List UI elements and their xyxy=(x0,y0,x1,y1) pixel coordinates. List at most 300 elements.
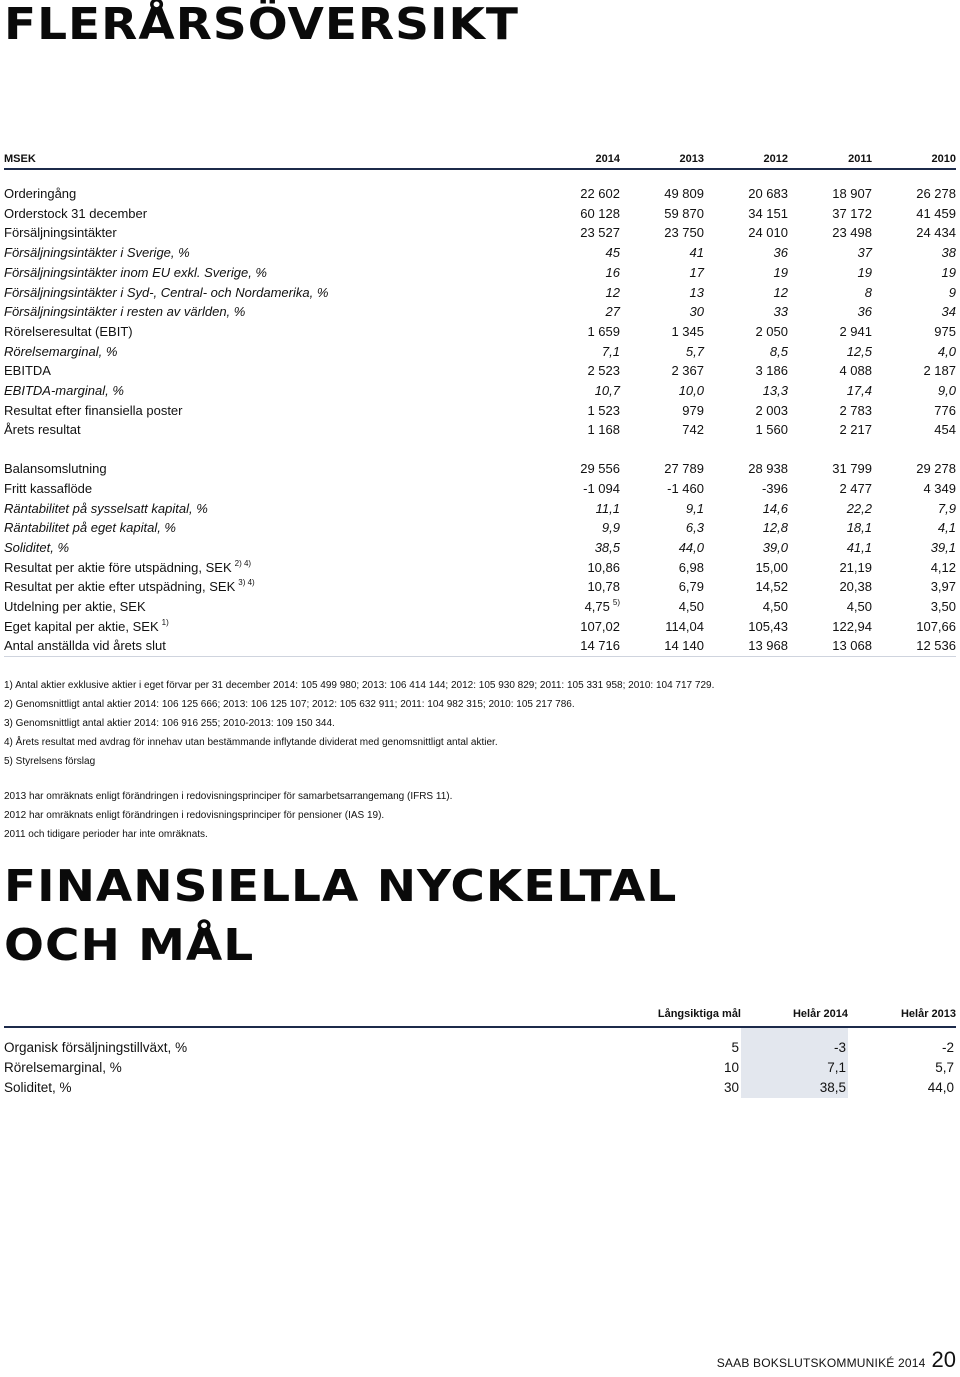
value-cell xyxy=(620,204,704,224)
row-label-text: Räntabilitet på eget kapital, % xyxy=(4,520,176,536)
value-text: 36 xyxy=(773,245,788,261)
year-header: 2012 xyxy=(704,146,788,169)
row-label-text: EBITDA-marginal, % xyxy=(4,383,124,399)
value-cell xyxy=(704,302,788,322)
value-text: 10,7 xyxy=(594,383,620,399)
value-cell xyxy=(872,322,956,342)
footnote-reference: 2) 4) xyxy=(234,558,252,568)
value-cell xyxy=(788,440,872,479)
row-label-text: Utdelning per aktie, SEK xyxy=(4,599,146,615)
row-label xyxy=(4,558,536,578)
value-cell xyxy=(704,204,788,224)
value-cell xyxy=(788,283,872,303)
value-cell xyxy=(704,322,788,342)
value-cell xyxy=(872,223,956,243)
restatement-note: 2013 har omräknats enligt förändringen i redovisningsprinciper för samarbetsarrangemang (IFRS 11). xyxy=(4,791,453,802)
value-text: 13 968 xyxy=(748,638,788,654)
value-text: 6,79 xyxy=(678,579,704,595)
footnote: 1) Antal aktier exklusive aktier i eget förvar per 31 december 2014: 105 499 980; 2013: 106 414 144; 2012: 105 930 829; 2011: 105 331 958; 2010: 104 717 729. xyxy=(4,680,715,691)
unit-header: MSEK xyxy=(4,146,536,169)
value-cell xyxy=(872,597,956,617)
value-cell xyxy=(788,499,872,519)
value-cell xyxy=(704,283,788,303)
row-label xyxy=(4,342,536,362)
value-text: 4 349 xyxy=(923,480,956,496)
value-cell: -3 xyxy=(741,1027,848,1058)
value-cell xyxy=(872,283,956,303)
value-cell xyxy=(704,440,788,479)
value-text: 17,4 xyxy=(846,383,872,399)
value-cell xyxy=(536,577,620,597)
value-cell xyxy=(704,381,788,401)
row-label xyxy=(4,479,536,499)
value-text: 18,1 xyxy=(846,520,872,536)
value-cell xyxy=(704,263,788,283)
value-cell xyxy=(704,342,788,362)
value-cell: 38,5 xyxy=(741,1078,848,1098)
value-cell xyxy=(872,558,956,578)
value-text: 4 088 xyxy=(839,363,872,379)
value-text: 26 278 xyxy=(916,186,956,201)
table-row xyxy=(4,597,956,617)
row-label-text: Försäljningsintäkter inom EU exkl. Sverige, % xyxy=(4,264,267,280)
value-cell xyxy=(872,381,956,401)
table-row xyxy=(4,1058,956,1078)
value-text: 44,0 xyxy=(678,539,704,555)
row-label-text: Rörelsemarginal, % xyxy=(4,343,118,359)
row-label-text: Årets resultat xyxy=(4,422,81,438)
value-text: 10,0 xyxy=(678,383,704,399)
value-cell xyxy=(872,302,956,322)
row-label-text: Försäljningsintäkter i resten av världen, % xyxy=(4,304,246,320)
value-text: 2 187 xyxy=(923,363,956,379)
value-text: 16 xyxy=(605,264,620,280)
table-header-row xyxy=(4,1000,956,1027)
value-cell: 5 xyxy=(731,1040,739,1055)
value-text: 4,1 xyxy=(937,520,956,536)
value-cell: 7,1 xyxy=(741,1058,848,1078)
value-cell xyxy=(620,342,704,362)
value-text: 8 xyxy=(864,284,872,300)
value-text: 38,5 xyxy=(594,539,620,555)
row-label xyxy=(4,538,536,558)
column-header: Helår 2014 xyxy=(741,1000,848,1027)
value-text: 11,1 xyxy=(595,500,620,516)
table-row xyxy=(4,1027,956,1058)
value-cell xyxy=(788,243,872,263)
value-cell xyxy=(872,263,956,283)
value-cell xyxy=(536,440,620,479)
value-text: 2 003 xyxy=(755,402,788,418)
row-label xyxy=(4,223,536,243)
section-title-line: FINANSIELLA NYCKELTAL xyxy=(4,861,678,913)
column-header: Långsiktiga mål xyxy=(634,1000,741,1027)
value-cell xyxy=(620,381,704,401)
value-text: 1 168 xyxy=(587,422,620,438)
row-label xyxy=(4,361,536,381)
value-text: 114,04 xyxy=(665,618,704,634)
row-label-text: Fritt kassaflöde xyxy=(4,480,93,496)
value-cell xyxy=(620,223,704,243)
row-label: Organisk försäljningstillväxt, % xyxy=(4,1040,188,1055)
value-text: 10,78 xyxy=(587,579,620,595)
value-text: 29 278 xyxy=(916,461,956,477)
table-row xyxy=(4,558,956,578)
value-cell xyxy=(620,617,704,637)
value-cell xyxy=(536,263,620,283)
value-text: 3,97 xyxy=(930,579,956,595)
row-label-text: Resultat per aktie före utspädning, SEK xyxy=(4,559,232,575)
table-row xyxy=(4,636,956,656)
value-cell xyxy=(704,538,788,558)
value-cell: 30 xyxy=(723,1080,739,1095)
value-cell xyxy=(536,169,620,204)
value-text: 27 xyxy=(605,304,620,320)
value-text: 1 523 xyxy=(587,402,620,418)
row-label-text: Försäljningsintäkter i Syd-, Central- och Nordamerika, % xyxy=(4,284,329,300)
value-cell xyxy=(536,381,620,401)
table-row xyxy=(4,169,956,204)
row-label-text: Resultat per aktie efter utspädning, SEK xyxy=(4,579,236,595)
value-text: 15,00 xyxy=(755,559,788,575)
table-row xyxy=(4,577,956,597)
value-text: 33 xyxy=(773,304,788,320)
value-cell xyxy=(872,518,956,538)
restatement-notes xyxy=(4,787,452,844)
table-row xyxy=(4,322,956,342)
row-label xyxy=(4,420,536,440)
value-cell xyxy=(536,518,620,538)
value-cell xyxy=(620,302,704,322)
row-label xyxy=(4,302,536,322)
value-text: 1 659 xyxy=(587,323,620,339)
table-row xyxy=(4,401,956,421)
value-text: 9,0 xyxy=(937,383,956,399)
value-cell xyxy=(620,597,704,617)
value-cell xyxy=(788,420,872,440)
value-text: 4,50 xyxy=(762,599,788,615)
value-text: 975 xyxy=(934,323,956,339)
value-text: 34 xyxy=(941,304,956,320)
restatement-note: 2011 och tidigare perioder har inte omräknats. xyxy=(4,829,208,840)
value-cell xyxy=(872,342,956,362)
row-label: Soliditet, % xyxy=(4,1080,72,1095)
footnote-reference: 5) xyxy=(612,598,620,608)
value-text: 14,6 xyxy=(762,500,788,516)
value-cell xyxy=(620,440,704,479)
value-cell xyxy=(620,169,704,204)
value-text: -396 xyxy=(761,480,788,496)
value-cell xyxy=(704,577,788,597)
value-cell xyxy=(704,597,788,617)
row-label-text: Balansomslutning xyxy=(4,461,107,477)
value-text: 37 172 xyxy=(832,205,872,221)
footer-text: SAAB BOKSLUTSKOMMUNIKÉ 2014 xyxy=(716,1356,926,1370)
value-cell xyxy=(536,302,620,322)
value-cell xyxy=(620,361,704,381)
value-cell xyxy=(536,420,620,440)
value-cell xyxy=(872,169,956,204)
value-cell xyxy=(788,361,872,381)
value-text: 454 xyxy=(934,422,956,438)
value-text: 34 151 xyxy=(748,205,788,221)
value-text: 9 xyxy=(948,284,956,300)
row-label-text: Försäljningsintäkter i Sverige, % xyxy=(4,245,190,261)
value-text: 14,52 xyxy=(755,579,788,595)
value-cell xyxy=(536,342,620,362)
value-text: 28 938 xyxy=(748,461,788,477)
financial-goals-table xyxy=(4,1000,956,1098)
value-cell xyxy=(704,499,788,519)
value-text: 14 716 xyxy=(580,638,620,654)
value-cell xyxy=(704,420,788,440)
value-text: 1 345 xyxy=(671,323,704,339)
table-body xyxy=(4,1027,956,1098)
table-row xyxy=(4,1078,956,1098)
table-row xyxy=(4,223,956,243)
value-cell xyxy=(872,440,956,479)
value-cell xyxy=(536,538,620,558)
value-cell xyxy=(788,381,872,401)
footnotes xyxy=(4,676,714,771)
row-label xyxy=(4,204,536,224)
value-cell xyxy=(704,223,788,243)
value-cell xyxy=(788,204,872,224)
value-cell xyxy=(872,204,956,224)
value-cell xyxy=(536,283,620,303)
value-cell: 44,0 xyxy=(927,1080,954,1095)
value-text: 2 477 xyxy=(839,480,872,496)
value-cell xyxy=(872,617,956,637)
value-text: 24 434 xyxy=(916,225,956,241)
value-cell xyxy=(788,263,872,283)
column-header: Helår 2013 xyxy=(848,1000,956,1027)
footnote-reference: 3) 4) xyxy=(238,578,255,588)
value-cell xyxy=(536,636,620,656)
value-text: 23 498 xyxy=(832,225,872,241)
value-cell xyxy=(704,401,788,421)
value-cell xyxy=(788,558,872,578)
value-text: 12 xyxy=(773,284,788,300)
page-title: FLERÅRSÖVERSIKT xyxy=(4,0,519,51)
value-cell xyxy=(788,322,872,342)
value-text: 13 xyxy=(689,284,704,300)
multi-year-overview-table xyxy=(4,146,956,657)
table-row xyxy=(4,342,956,362)
value-text: 122,94 xyxy=(832,618,872,634)
value-text: 2 217 xyxy=(839,422,872,438)
value-cell xyxy=(620,420,704,440)
value-text: 2 523 xyxy=(587,363,620,379)
value-text: 23 527 xyxy=(580,225,620,241)
table-row xyxy=(4,204,956,224)
empty-header xyxy=(4,1000,634,1027)
value-cell xyxy=(704,518,788,538)
year-header: 2013 xyxy=(620,146,704,169)
value-cell xyxy=(872,401,956,421)
table-row xyxy=(4,283,956,303)
value-text: 4,0 xyxy=(937,343,956,359)
value-text: 2 941 xyxy=(839,323,872,339)
value-text: 979 xyxy=(682,402,704,418)
value-text: 13 068 xyxy=(832,638,872,654)
value-text: 31 799 xyxy=(832,461,872,477)
value-text: 45 xyxy=(605,245,620,261)
footnote: 2) Genomsnittligt antal aktier 2014: 106 125 666; 2013: 106 125 107; 2012: 105 632 911; 2011: 104 982 315; 2010: 105 217 786. xyxy=(4,699,575,710)
value-cell xyxy=(872,420,956,440)
value-cell xyxy=(872,636,956,656)
value-text: 4,12 xyxy=(930,559,956,575)
value-text: 9,1 xyxy=(685,500,704,516)
table-row xyxy=(4,263,956,283)
value-cell xyxy=(788,479,872,499)
value-text: 12,8 xyxy=(762,520,788,536)
value-cell xyxy=(620,577,704,597)
value-cell xyxy=(536,558,620,578)
table-row xyxy=(4,538,956,558)
footnote-reference: 1) xyxy=(161,617,169,627)
value-text: 2 783 xyxy=(839,402,872,418)
value-cell xyxy=(872,499,956,519)
footnote: 3) Genomsnittligt antal aktier 2014: 106 916 255; 2010-2013: 109 150 344. xyxy=(4,718,335,729)
value-cell xyxy=(536,322,620,342)
value-text: 742 xyxy=(682,422,704,438)
value-text: 23 750 xyxy=(664,225,704,241)
value-cell xyxy=(872,577,956,597)
value-cell xyxy=(536,401,620,421)
value-cell xyxy=(536,499,620,519)
value-cell xyxy=(536,597,620,617)
value-text: 39,1 xyxy=(930,539,956,555)
page-number: 20 xyxy=(931,1347,956,1372)
value-cell xyxy=(620,499,704,519)
value-cell xyxy=(788,401,872,421)
value-text: 4,50 xyxy=(678,599,704,615)
value-text: 7,9 xyxy=(937,500,956,516)
value-cell xyxy=(788,223,872,243)
value-cell xyxy=(704,361,788,381)
year-header: 2010 xyxy=(872,146,956,169)
value-text: 22 602 xyxy=(580,186,620,201)
restatement-note: 2012 har omräknats enligt förändringen i redovisningsprinciper för pensioner (IAS 19). xyxy=(4,810,385,821)
value-text: 38 xyxy=(941,245,956,261)
footnote: 4) Årets resultat med avdrag för innehav utan bestämmande inflytande dividerat med genomsnittligt antal aktier. xyxy=(4,737,498,748)
value-text: 36 xyxy=(857,304,872,320)
row-label xyxy=(4,577,536,597)
table-row xyxy=(4,302,956,322)
value-text: 3 186 xyxy=(755,363,788,379)
value-cell xyxy=(536,479,620,499)
value-text: 41 xyxy=(689,245,704,261)
value-cell xyxy=(788,169,872,204)
value-text: 6,3 xyxy=(685,520,704,536)
row-label xyxy=(4,243,536,263)
row-label-text: Försäljningsintäkter xyxy=(4,225,117,241)
value-text: 5,7 xyxy=(685,343,704,359)
value-cell xyxy=(536,617,620,637)
value-cell xyxy=(704,169,788,204)
value-cell xyxy=(788,636,872,656)
row-label-text: Räntabilitet på sysselsatt kapital, % xyxy=(4,500,208,516)
value-cell xyxy=(620,636,704,656)
value-cell xyxy=(872,243,956,263)
value-text: -1 460 xyxy=(667,480,704,496)
page-footer xyxy=(717,1347,956,1377)
value-text: 4,75 xyxy=(584,599,610,615)
value-cell xyxy=(620,322,704,342)
value-text: 30 xyxy=(689,304,704,320)
value-text: 14 140 xyxy=(664,638,704,654)
value-cell xyxy=(704,558,788,578)
row-label-text: Orderstock 31 december xyxy=(4,205,148,221)
row-label xyxy=(4,169,536,204)
row-label xyxy=(4,597,536,617)
value-text: 2 367 xyxy=(671,363,704,379)
value-text: 12,5 xyxy=(846,343,872,359)
table-row xyxy=(4,440,956,479)
value-cell xyxy=(788,302,872,322)
table-row xyxy=(4,243,956,263)
row-label: Rörelsemarginal, % xyxy=(4,1060,122,1075)
value-text: 41,1 xyxy=(846,539,872,555)
value-text: 18 907 xyxy=(832,186,872,201)
value-text: 776 xyxy=(934,402,956,418)
section-title-line: OCH MÅL xyxy=(4,920,255,972)
value-text: 27 789 xyxy=(664,461,704,477)
row-label xyxy=(4,401,536,421)
value-cell xyxy=(704,479,788,499)
value-text: 6,98 xyxy=(678,559,704,575)
row-label xyxy=(4,440,536,479)
year-header: 2011 xyxy=(788,146,872,169)
value-text: 24 010 xyxy=(748,225,788,241)
value-text: 59 870 xyxy=(664,205,704,221)
value-cell xyxy=(620,479,704,499)
value-text: 19 xyxy=(941,264,956,280)
value-text: 60 128 xyxy=(580,205,620,221)
table-row xyxy=(4,617,956,637)
value-cell xyxy=(788,577,872,597)
value-cell xyxy=(620,518,704,538)
value-text: 13,3 xyxy=(762,383,788,399)
row-label xyxy=(4,499,536,519)
footnote: 5) Styrelsens förslag xyxy=(4,756,96,767)
row-label xyxy=(4,518,536,538)
value-cell xyxy=(620,263,704,283)
value-cell xyxy=(620,283,704,303)
section-title xyxy=(4,858,677,976)
value-cell: -2 xyxy=(941,1040,954,1055)
value-text: 21,19 xyxy=(839,559,872,575)
value-text: 4,50 xyxy=(846,599,872,615)
value-text: 12 xyxy=(605,284,620,300)
value-text: 19 xyxy=(857,264,872,280)
row-label-text: Rörelseresultat (EBIT) xyxy=(4,323,133,339)
value-cell xyxy=(872,538,956,558)
value-text: 29 556 xyxy=(580,461,620,477)
row-label-text: Orderingång xyxy=(4,186,77,201)
value-cell xyxy=(872,479,956,499)
row-label xyxy=(4,322,536,342)
value-text: 105,43 xyxy=(748,618,788,634)
value-cell xyxy=(536,204,620,224)
value-text: 8,5 xyxy=(769,343,788,359)
row-label xyxy=(4,263,536,283)
table-body xyxy=(4,169,956,657)
value-cell xyxy=(704,636,788,656)
value-cell xyxy=(704,243,788,263)
value-text: 17 xyxy=(689,264,704,280)
